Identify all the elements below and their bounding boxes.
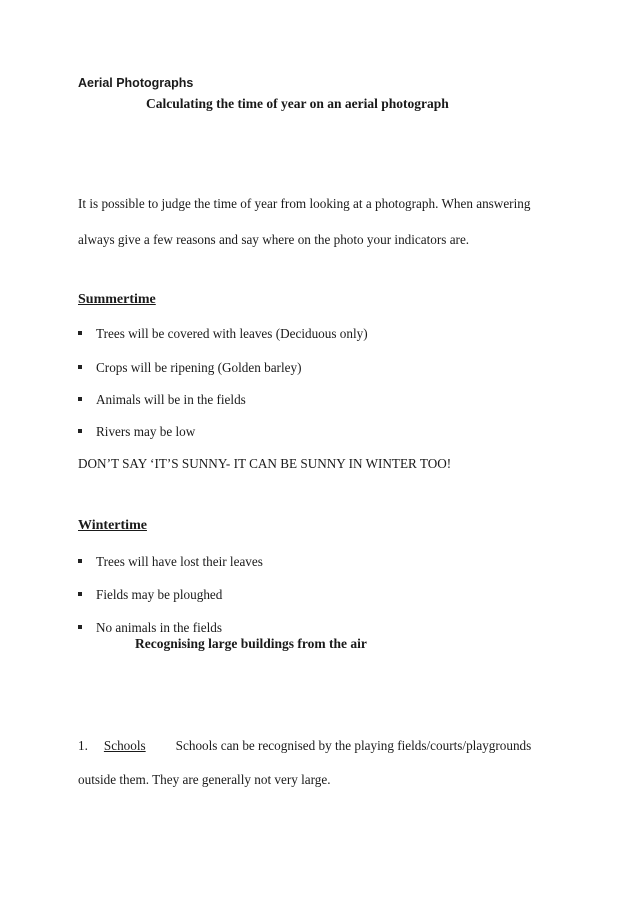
item-description-continued: outside them. They are generally not very large. bbox=[78, 772, 331, 787]
bullet-text: Fields may be ploughed bbox=[96, 587, 223, 602]
section-summertime: Summertime bbox=[78, 292, 156, 307]
item-description: Schools can be recognised by the playing fields/courts/playgrounds bbox=[175, 738, 532, 753]
bullet-text: Animals will be in the fields bbox=[96, 392, 246, 407]
bullet-icon bbox=[78, 331, 82, 335]
intro-line-1: It is possible to judge the time of year from looking at a photograph. When answering bbox=[78, 196, 531, 211]
summer-bullet bbox=[78, 392, 246, 408]
winter-bullet bbox=[78, 587, 222, 603]
heading-time-of-year: Calculating the time of year on an aerial photograph bbox=[146, 96, 449, 111]
bullet-icon bbox=[78, 592, 82, 596]
section-wintertime: Wintertime bbox=[78, 518, 147, 533]
bullet-icon bbox=[78, 397, 82, 401]
summer-warning: DON’T SAY ‘IT’S SUNNY- IT CAN BE SUNNY IN WINTER TOO! bbox=[78, 456, 452, 471]
heading-large-buildings: Recognising large buildings from the air bbox=[135, 636, 367, 651]
item-number: 1. bbox=[78, 738, 88, 753]
bullet-icon bbox=[78, 625, 82, 629]
bullet-icon bbox=[78, 559, 82, 563]
bullet-text: Trees will have lost their leaves bbox=[96, 554, 263, 569]
bullet-text: Rivers may be low bbox=[96, 424, 196, 439]
summer-bullet bbox=[78, 360, 301, 376]
intro-line-2: always give a few reasons and say where on the photo your indicators are. bbox=[78, 232, 470, 247]
winter-bullet bbox=[78, 620, 222, 636]
winter-bullet bbox=[78, 554, 263, 570]
bullet-text: Crops will be ripening (Golden barley) bbox=[96, 360, 302, 375]
summer-bullet bbox=[78, 326, 368, 342]
bullet-text: Trees will be covered with leaves (Deciduous only) bbox=[96, 326, 368, 341]
numbered-item-schools bbox=[78, 738, 531, 754]
summer-bullet bbox=[78, 424, 195, 440]
bullet-icon bbox=[78, 365, 82, 369]
bullet-icon bbox=[78, 429, 82, 433]
document-label: Aerial Photographs bbox=[78, 76, 194, 90]
item-title: Schools bbox=[103, 738, 146, 753]
bullet-text: No animals in the fields bbox=[96, 620, 222, 635]
